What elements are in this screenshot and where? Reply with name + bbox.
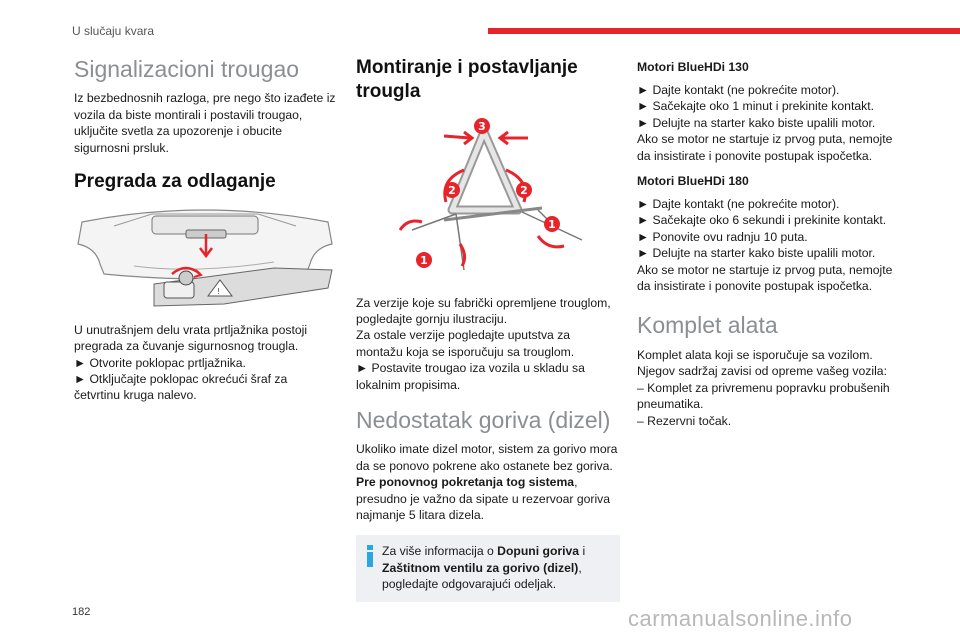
note-c: i: [579, 544, 586, 559]
heading-assembly: Montiranje i postavljanje trougla: [356, 57, 578, 102]
info-icon: [366, 545, 374, 567]
toolkit-item-1: – Komplet za privremenu popravku probušenih pneumatika.: [637, 380, 890, 412]
heading-out-of-fuel: Nedostatak goriva (dizel): [356, 406, 611, 433]
storage-line-1: U unutrašnjem delu vrata prtljažnika postoji pregrada za čuvanje sigurnosnog trougla.: [74, 322, 308, 354]
heading-warning-triangle: Signalizacioni trougao: [74, 56, 300, 82]
bluehdi180-step-2: ► Sačekajte oko 6 sekundi i prekinite kontakt.: [637, 213, 887, 228]
callout-2-right: 2: [520, 183, 528, 197]
storage-step-1: ► Otvorite poklopac prtljažnika.: [74, 355, 246, 370]
note-link-refuel: Dopuni goriva: [497, 544, 580, 559]
triangle-assembly-illustration: [352, 110, 616, 285]
note-link-valve: Zaštitnom ventilu za gorivo (dizel): [382, 560, 579, 575]
toolkit-line-2: Njegov sadržaj zavisi od opreme vašeg vozila:: [637, 364, 887, 379]
bluehdi180-note: Ako se motor ne startuje iz prvog puta, nemojte da insistirate i ponovite postupak ispočetka.: [637, 262, 893, 294]
fuel-text-b: , presudno je važno da sipate u rezervoar goriva najmanje 5 litara dizela.: [356, 475, 611, 522]
page-number: 182: [72, 606, 91, 618]
bluehdi130-note: Ako se motor ne startuje iz prvog puta, nemojte da insistirate i ponovite postupak ispočetka.: [637, 132, 893, 163]
bluehdi180-step-4: ► Delujte na starter kako biste upalili motor.: [637, 246, 876, 261]
note-d: , pogledajte odgovarajući odeljak.: [382, 560, 582, 592]
heading-storage-compartment: Pregrada za odlaganje: [74, 171, 276, 193]
paragraph-safety: Iz bezbednosnih razloga, pre nego što izađete iz vozila da biste montirali i postavili trougao, uključite svetla za upozorenje i obucite sigurnosni prsluk.: [74, 91, 336, 155]
bluehdi130-step-1: ► Dajte kontakt (ne pokrećite motor).: [637, 83, 840, 97]
column-left: [74, 56, 336, 404]
bluehdi180-step-1: ► Dajte kontakt (ne pokrećite motor).: [637, 197, 840, 212]
note-text: [366, 543, 610, 592]
subheading-bluehdi-180: Motori BlueHDi 180: [637, 174, 749, 189]
bluehdi130-step-2: ► Sačekajte oko 1 minut i prekinite kontakt.: [637, 99, 874, 114]
fuel-text-a: Ukoliko imate dizel motor, sistem za gorivo mora da se ponovo pokrene ako ostanete bez goriva.: [356, 442, 618, 473]
fuel-text-bold: Pre ponovnog pokretanja tog sistema: [356, 475, 575, 490]
callout-1-left: 1: [420, 253, 428, 267]
info-note: [356, 535, 620, 601]
heading-tool-kit: Komplet alata: [637, 312, 778, 339]
fuel-paragraph: [356, 441, 620, 523]
assembly-line-2: Za ostale verzije pogledajte uputstva za montažu koja se isporučuju sa trouglom.: [356, 328, 575, 359]
bluehdi180-step-3: ► Ponovite ovu radnju 10 puta.: [637, 229, 808, 244]
running-header: U slučaju kvara: [72, 24, 155, 38]
callout-2-left: 2: [448, 183, 456, 197]
header-accent-bar: [488, 28, 960, 34]
storage-step-2: ► Otključajte poklopac okrećući šraf za četvrtinu kruga nalevo.: [74, 372, 288, 403]
column-right: [637, 60, 901, 429]
subheading-bluehdi-130: Motori BlueHDi 130: [637, 60, 749, 74]
assembly-step: ► Postavite trougao iza vozila u skladu sa lokalnim propisima.: [356, 361, 585, 392]
toolkit-line-1: Komplet alata koji se isporučuje sa vozilom.: [637, 347, 873, 362]
note-a: Za više informacija o: [382, 544, 498, 559]
callout-1-right: 1: [548, 217, 556, 231]
column-middle: [356, 56, 620, 602]
watermark: carmanualsonline.info: [628, 606, 853, 631]
svg-text:!: !: [217, 286, 221, 296]
trunk-lid-illustration: [74, 204, 336, 314]
callout-3: 3: [478, 119, 486, 133]
toolkit-item-2: – Rezervni točak.: [637, 413, 732, 428]
bluehdi130-step-3: ► Delujte na starter kako biste upalili motor.: [637, 115, 876, 130]
assembly-line-1: Za verzije koje su fabrički opremljene trouglom, pogledajte gornju ilustraciju.: [356, 295, 611, 326]
